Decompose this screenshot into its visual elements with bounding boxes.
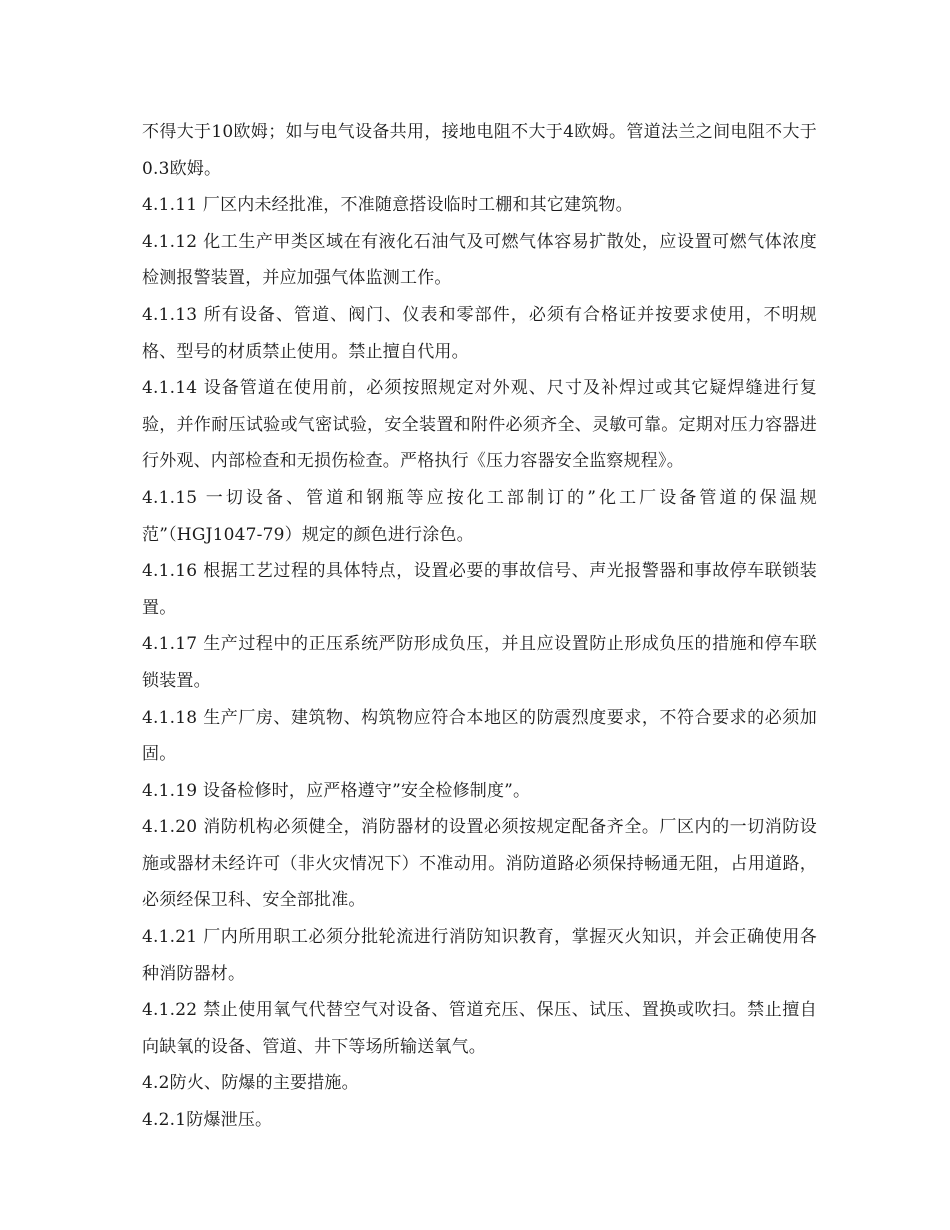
paragraph-4-1-22: 4.1.22 禁止使用氧气代替空气对设备、管道充压、保压、试压、置换或吹扫。禁止擅自向缺氧的设备、管道、井下等场所输送氧气。 [142, 1000, 817, 1057]
paragraph-grounding-resistance: 不得大于10欧姆；如与电气设备共用，接地电阻不大于4欧姆。管道法兰之间电阻不大于0.3欧姆。 [142, 122, 817, 179]
paragraph-4-1-11: 4.1.11 厂区内未经批准，不准随意搭设临时工棚和其它建筑物。 [142, 195, 633, 216]
paragraph-4-1-12: 4.1.12 化工生产甲类区域在有液化石油气及可燃气体容易扩散处，应设置可燃气体浓度检测报警装置，并应加强气体监测工作。 [142, 231, 817, 289]
paragraph-4-1-21: 4.1.21 厂内所用职工必须分批轮流进行消防知识教育，掌握灭火知识，并会正确使用各种消防器材。 [142, 927, 817, 984]
paragraph-4-1-20: 4.1.20 消防机构必须健全，消防器材的设置必须按规定配备齐全。厂区内的一切消防设施或器材未经许可（非火灾情况下）不准动用。消防道路必须保持畅通无阻，占用道路，必须经保卫科、安全部批准。 [142, 817, 817, 911]
paragraph-4-1-17: 4.1.17 生产过程中的正压系统严防形成负压，并且应设置防止形成负压的措施和停车联锁装置。 [142, 634, 817, 691]
paragraph-4-1-13: 4.1.13 所有设备、管道、阀门、仪表和零部件，必须有合格证并按要求使用，不明规格、型号的材质禁止使用。禁止擅自代用。 [142, 304, 817, 362]
paragraph-4-1-18: 4.1.18 生产厂房、建筑物、构筑物应符合本地区的防震烈度要求，不符合要求的必须加固。 [142, 707, 817, 765]
section-heading-4-2-1: 4.2.1防爆泄压。 [142, 1110, 273, 1131]
paragraph-4-1-15: 4.1.15 一切设备、管道和钢瓶等应按化工部制订的”化工厂设备管道的保温规范”（HGJ1047-79）规定的颜色进行涂色。 [142, 487, 817, 545]
section-heading-4-2: 4.2防火、防爆的主要措施。 [142, 1073, 359, 1094]
paragraph-4-1-19: 4.1.19 设备检修时，应严格遵守”安全检修制度”。 [142, 780, 531, 801]
paragraph-4-1-16: 4.1.16 根据工艺过程的具体特点，设置必要的事故信号、声光报警器和事故停车联锁装置。 [142, 561, 817, 618]
document-body [142, 114, 817, 1139]
paragraph-4-1-14: 4.1.14 设备管道在使用前，必须按照规定对外观、尺寸及补焊过或其它疑焊缝进行复验，并作耐压试验或气密试验，安全装置和附件必须齐全、灵敏可靠。定期对压力容器进行外观、内部检查和无损伤检查。严格执行《压力容器安全监察规程》。 [142, 378, 817, 472]
